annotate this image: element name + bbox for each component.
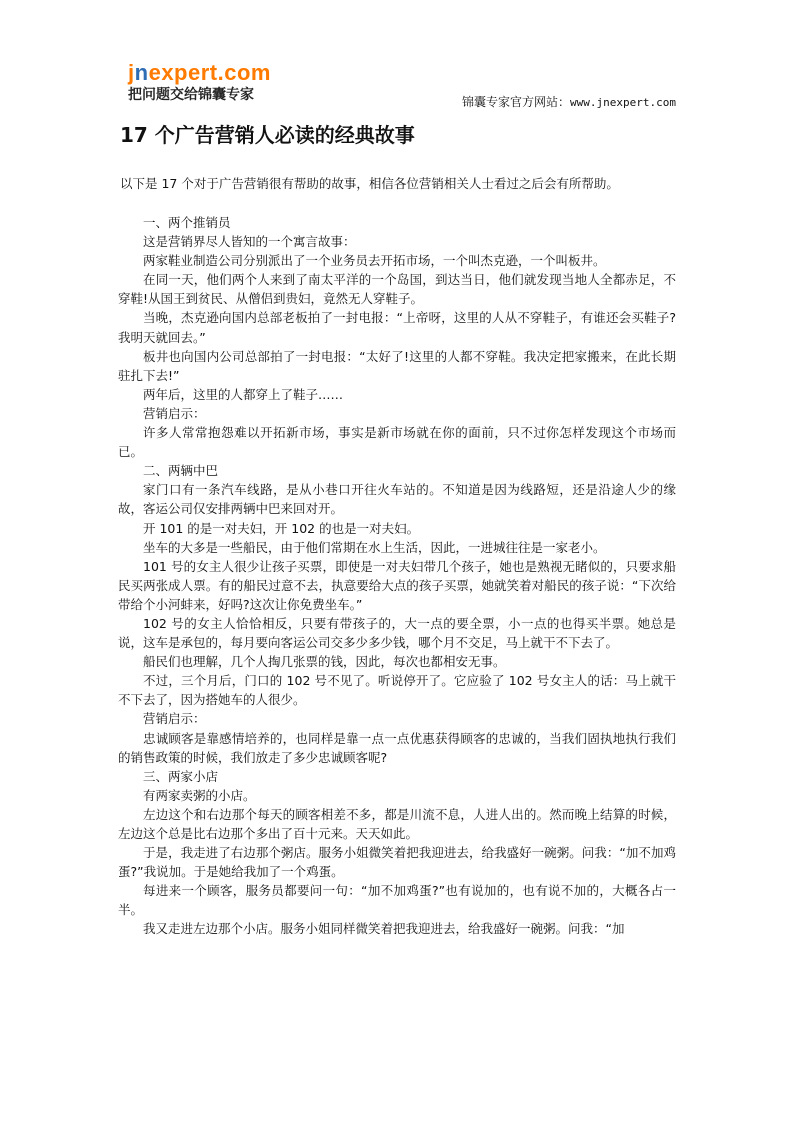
body-paragraph: 开 101 的是一对夫妇，开 102 的也是一对夫妇。: [143, 520, 420, 536]
site-url-link[interactable]: www.jnexpert.com: [570, 96, 676, 109]
logo-letter-j: j: [128, 60, 135, 85]
body-paragraph: 家门口有一条汽车线路，是从小巷口开往火车站的。不知道是因为线路短，还是沿途人少的缘故，客运公司仅安排两辆中巴来回对开。: [118, 482, 676, 517]
document-title: 17 个广告营销人必读的经典故事: [120, 123, 415, 147]
body-paragraph: 板井也向国内公司总部拍了一封电报：“太好了!这里的人都不穿鞋。我决定把家搬来，在此长期驻扎下去!”: [118, 348, 676, 383]
body-paragraph: 许多人常常抱怨难以开拓新市场，事实是新市场就在你的面前，只不过你怎样发现这个市场而已。: [118, 425, 676, 460]
body-paragraph: 忠诚顾客是靠感情培养的，也同样是靠一点一点优惠获得顾客的忠诚的，当我们固执地执行我们的销售政策的时候，我们放走了多少忠诚顾客呢?: [118, 730, 676, 765]
site-label: 锦囊专家官方网站：: [462, 95, 571, 109]
logo-wordmark-rest: expert.com: [148, 60, 271, 85]
body-paragraph: 两家鞋业制造公司分别派出了一个业务员去开拓市场，一个叫杰克逊，一个叫板井。: [143, 253, 606, 269]
logo-wordmark: [128, 60, 288, 86]
section-heading: 二、两辆中巴: [143, 463, 219, 479]
body-paragraph: 当晚，杰克逊向国内总部老板拍了一封电报：“上帝呀，这里的人从不穿鞋子，有谁还会买鞋子?我明天就回去。”: [118, 310, 676, 345]
body-paragraph: 我又走进左边那个小店。服务小姐同样微笑着把我迎进去，给我盛好一碗粥。问我：“加: [143, 921, 625, 937]
body-paragraph: 102 号的女主人恰恰相反，只要有带孩子的，大一点的要全票，小一点的也得买半票。她总是说，这车是承包的，每月要向客运公司交多少多少钱，哪个月不交足，马上就干不下去了。: [118, 615, 676, 651]
body-paragraph: 不过，三个月后，门口的 102 号不见了。听说停开了。它应验了 102 号女主人的话：马上就干不下去了，因为搭她车的人很少。: [118, 673, 676, 708]
insight-label: 营销启示：: [143, 405, 206, 421]
logo-letter-n: n: [134, 60, 149, 85]
logo-tagline: 把问题交给锦囊专家: [128, 87, 254, 103]
body-paragraph: 左边这个和右边那个每天的顾客相差不多，都是川流不息，人进人出的。然而晚上结算的时候，左边这个总是比右边那个多出了百十元来。天天如此。: [118, 806, 676, 841]
body-paragraph: 101 号的女主人很少让孩子买票，即使是一对夫妇带几个孩子，她也是熟视无睹似的，只要求船民买两张成人票。有的船民过意不去，执意要给大点的孩子买票，她就笑着对船民的孩子说：“下次给带给个小河蚌来，好吗?这次让你免费坐车。”: [118, 558, 676, 612]
intro-paragraph: 以下是 17 个对于广告营销很有帮助的故事，相信各位营销相关人士看过之后会有所帮助。: [120, 176, 619, 191]
body-paragraph: 每进来一个顾客，服务员都要问一句：“加不加鸡蛋?”也有说加的，也有说不加的，大概各占一半。: [118, 883, 676, 918]
body-paragraph: 船民们也理解，几个人掏几张票的钱，因此，每次也都相安无事。: [143, 654, 506, 670]
body-paragraph: 这是营销界尽人皆知的一个寓言故事：: [143, 234, 356, 250]
site-info: [462, 94, 676, 111]
insight-label: 营销启示：: [143, 711, 206, 727]
body-paragraph: 有两家卖粥的小店。: [143, 787, 256, 803]
body-paragraph: 两年后，这里的人都穿上了鞋子……: [143, 386, 344, 402]
body-paragraph: 坐车的大多是一些船民，由于他们常期在水上生活，因此，一进城往往是一家老小。: [143, 539, 606, 555]
body-paragraph: 在同一天，他们两个人来到了南太平洋的一个岛国，到达当日，他们就发现当地人全都赤足，不穿鞋!从国王到贫民、从僧侣到贵妇，竟然无人穿鞋子。: [118, 272, 676, 307]
document-body: [118, 213, 676, 939]
section-heading: 一、两个推销员: [143, 215, 231, 230]
body-paragraph: 于是，我走进了右边那个粥店。服务小姐微笑着把我迎进去，给我盛好一碗粥。问我：“加不加鸡蛋?”我说加。于是她给我加了一个鸡蛋。: [118, 845, 676, 880]
jnexpert-logo[interactable]: [128, 60, 288, 110]
section-heading: 三、两家小店: [143, 768, 219, 784]
